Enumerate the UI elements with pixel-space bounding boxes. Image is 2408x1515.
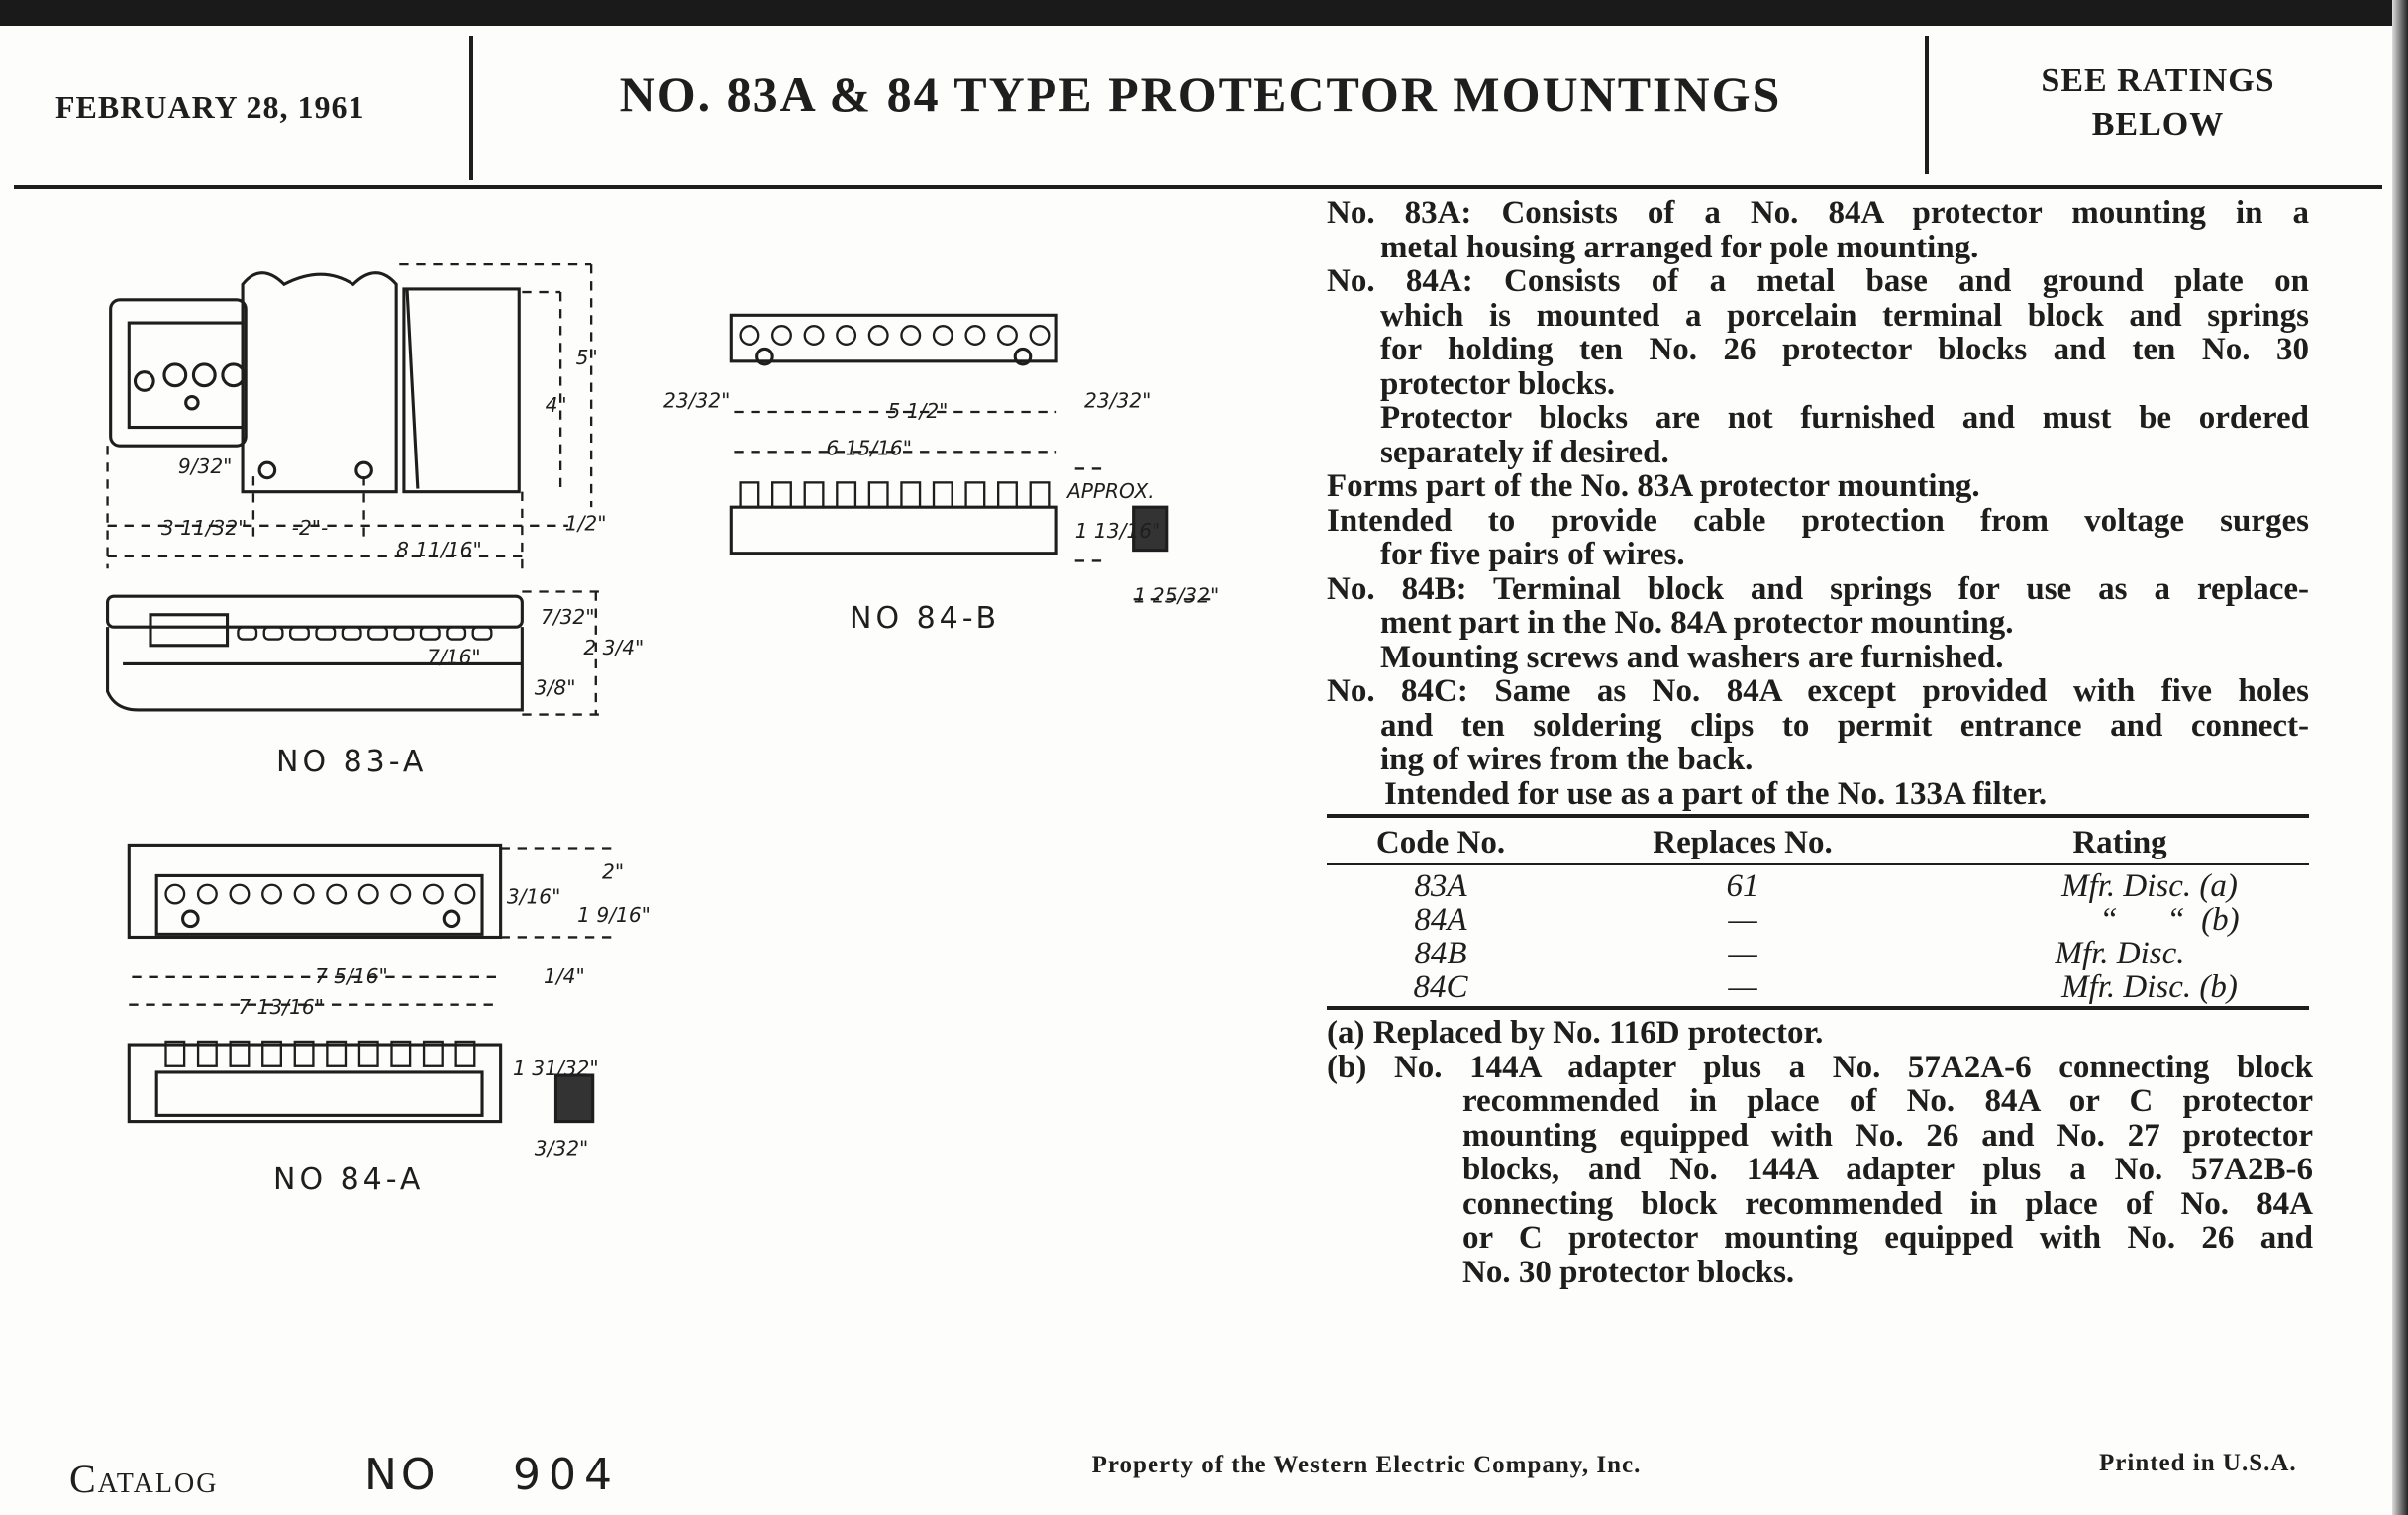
table-header	[1327, 818, 2309, 863]
footnote-b-line: blocks, and No. 144A adapter plus a No. 57A2B-6	[1462, 1152, 2313, 1187]
dimension-label: 3/32"	[534, 1136, 589, 1161]
ownership-notice: Property of the Western Electric Company, Inc.	[1091, 1452, 1642, 1478]
dimension-label: 1/4"	[544, 964, 585, 988]
dimension-label: 1 13/16"	[1074, 519, 1161, 544]
dimension-label: 3 11/32"	[160, 516, 248, 541]
table-row	[1327, 970, 2309, 1004]
footnote-b-line: mounting equipped with No. 26 and No. 27 protector	[1462, 1117, 2313, 1154]
column-header: Rating	[2072, 825, 2167, 860]
table-row	[1327, 937, 2309, 970]
dimension-label: 7/32"	[540, 605, 595, 630]
dimension-label: 3/8"	[534, 675, 576, 700]
ratings-note-line: SEE RATINGS	[2041, 62, 2275, 99]
description-line: metal housing arranged for pole mounting.	[1380, 229, 1979, 265]
dimension-label: 9/32"	[177, 454, 233, 479]
dimension-label: 8 11/16"	[396, 537, 482, 561]
description-line: separately if desired.	[1380, 434, 1669, 470]
footnote-b-line: or C protector mounting equipped with No. 26 and	[1462, 1220, 2313, 1256]
dimension-label: 23/32"	[663, 388, 731, 413]
dimension-label: APPROX.	[1066, 478, 1154, 503]
catalog-no-label: NO	[364, 1450, 440, 1500]
cell-code: 84B	[1414, 936, 1467, 971]
cell-code: 84C	[1413, 969, 1468, 1005]
footnote-b-line: connecting block recommended in place of No. 84A	[1462, 1185, 2313, 1222]
issue-date: FEBRUARY 28, 1961	[55, 89, 365, 125]
dimension-label: 1/2"	[564, 511, 607, 536]
description-line: for five pairs of wires.	[1380, 537, 1685, 572]
footnote-b-line: (b) No. 144A adapter plus a No. 57A2A-6 connecting block	[1327, 1049, 2313, 1085]
footnote-b-line: No. 30 protector blocks.	[1462, 1254, 1795, 1290]
description-line: which is mounted a porcelain terminal block and springs	[1380, 297, 2309, 334]
ratings-note-line: BELOW	[2091, 106, 2225, 143]
table-row	[1327, 869, 2309, 903]
cell-rating: Mfr. Disc. (b)	[2061, 969, 2238, 1005]
column-header: Code No.	[1375, 825, 1506, 860]
dimension-label: 1 9/16"	[577, 902, 651, 927]
description-line: ment part in the No. 84A protector mounting.	[1380, 605, 2014, 641]
drawing-83a-top-view	[108, 264, 607, 568]
description-line: No. 84A: Consists of a metal base and ground plate on	[1327, 263, 2309, 299]
dimension-label: 4"	[545, 393, 567, 418]
ratings-table	[1327, 814, 2309, 1010]
description-line: No. 84C: Same as No. 84A except provided with five holes	[1327, 673, 2309, 709]
dimension-label: 7/16"	[427, 645, 481, 669]
table-rule	[1327, 1006, 2309, 1010]
cell-replaces: 61	[1726, 868, 1759, 904]
dimension-label: 2 3/4"	[583, 636, 645, 660]
description-line: Intended for use as a part of the No. 133A filter.	[1384, 775, 2048, 812]
dimension-label: 23/32"	[1084, 388, 1152, 413]
drawing-83a-side-view	[108, 591, 645, 714]
dimension-label: 5"	[575, 345, 598, 369]
catalog-label: Catalog	[69, 1457, 219, 1501]
cell-rating: “ “ (b)	[2099, 902, 2240, 938]
figure-label-84b: NO 84-B	[850, 601, 1001, 636]
dimension-label: 3/16"	[506, 884, 561, 909]
cell-rating: Mfr. Disc. (a)	[2061, 868, 2238, 904]
description-line: protector blocks.	[1380, 365, 1616, 402]
description-line: Forms part of the No. 83A protector mounting.	[1327, 468, 1980, 504]
description-line: ing of wires from the back.	[1380, 742, 1754, 777]
footnote-a: (a) Replaced by No. 116D protector.	[1327, 1015, 1824, 1051]
product-description	[1327, 196, 2309, 811]
description-line: No. 83A: Consists of a No. 84A protector mounting in a	[1327, 195, 2309, 231]
dimension-label: 1 25/32"	[1133, 583, 1220, 608]
cell-replaces: —	[1728, 969, 1757, 1005]
cell-code: 84A	[1414, 902, 1467, 938]
printed-notice: Printed in U.S.A.	[2099, 1450, 2297, 1476]
drawing-84a	[129, 845, 651, 1160]
cell-rating: Mfr. Disc.	[2055, 936, 2185, 971]
page-title: NO. 83A & 84 TYPE PROTECTOR MOUNTINGS	[619, 66, 1782, 122]
dimension-label: 7 5/16"	[314, 964, 388, 988]
cell-code: 83A	[1414, 868, 1467, 904]
dimension-label: 6 15/16"	[826, 436, 913, 460]
dimension-label: 2"	[602, 859, 625, 884]
footnote-b-line: recommended in place of No. 84A or C protector	[1462, 1083, 2313, 1119]
catalog-number: 904	[513, 1450, 620, 1500]
drawing-84b	[663, 315, 1219, 607]
column-header: Replaces No.	[1653, 825, 1833, 860]
description-line: No. 84B: Terminal block and springs for use as a replace-	[1327, 570, 2309, 607]
cell-replaces: —	[1728, 902, 1757, 938]
figure-label-83a: NO 83-A	[276, 745, 428, 779]
description-line: Mounting screws and washers are furnished.	[1380, 639, 2004, 675]
footnotes	[1327, 1016, 2313, 1289]
table-row	[1327, 903, 2309, 937]
description-line: Protector blocks are not furnished and must be ordered	[1380, 400, 2309, 436]
dimension-label: 1 31/32"	[513, 1057, 599, 1081]
dimension-label: -2"-	[291, 516, 329, 541]
cell-replaces: —	[1728, 936, 1757, 971]
dimension-label: 7 13/16"	[238, 995, 325, 1020]
description-line: Intended to provide cable protection from voltage surges	[1327, 502, 2309, 539]
figure-label-84a: NO 84-A	[273, 1162, 425, 1197]
description-line: and ten soldering clips to permit entrance and connect-	[1380, 707, 2309, 744]
description-line: for holding ten No. 26 protector blocks and ten No. 30	[1380, 332, 2309, 367]
dimension-label: 5 1/2"	[887, 399, 949, 424]
